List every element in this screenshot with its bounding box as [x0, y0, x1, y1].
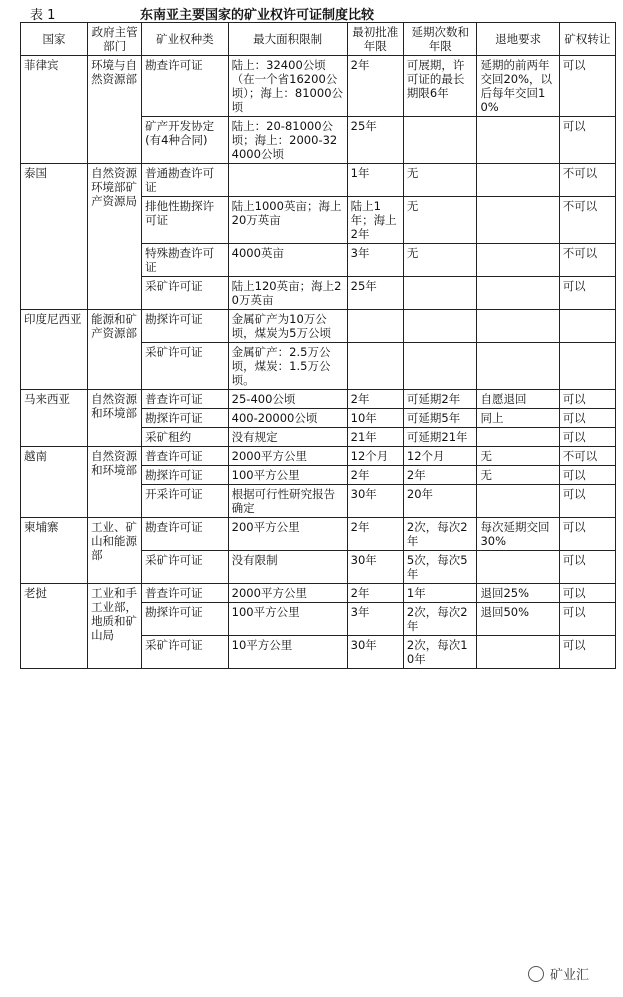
right-type-cell: 勘探许可证: [142, 409, 229, 428]
relinquishment-cell: [477, 428, 559, 447]
transfer-cell: 不可以: [559, 244, 615, 277]
initial-term-cell: 10年: [347, 409, 403, 428]
department-cell: 自然资源和环境部: [88, 390, 142, 447]
table-number: 表 1: [30, 8, 56, 23]
initial-term-cell: 30年: [347, 636, 403, 669]
relinquishment-cell: [477, 636, 559, 669]
transfer-cell: 不可以: [559, 447, 615, 466]
header-department: 政府主管部门: [88, 23, 142, 56]
max-area-cell: 根据可行性研究报告确定: [228, 485, 347, 518]
relinquishment-cell: [477, 164, 559, 197]
transfer-cell: 可以: [559, 56, 615, 117]
extension-cell: 可延期2年: [403, 390, 477, 409]
right-type-cell: 采矿许可证: [142, 636, 229, 669]
initial-term-cell: 2年: [347, 584, 403, 603]
initial-term-cell: 30年: [347, 551, 403, 584]
right-type-cell: 采矿租约: [142, 428, 229, 447]
right-type-cell: 普查许可证: [142, 447, 229, 466]
country-cell: 越南: [21, 447, 88, 518]
header-extension: 延期次数和年限: [403, 23, 477, 56]
extension-cell: 无: [403, 164, 477, 197]
max-area-cell: 陆上120英亩；海上20万英亩: [228, 277, 347, 310]
table-row: [21, 310, 616, 343]
department-cell: 工业和手工业部，地质和矿山局: [88, 584, 142, 669]
right-type-cell: 开采许可证: [142, 485, 229, 518]
initial-term-cell: 25年: [347, 277, 403, 310]
table-row: [21, 518, 616, 551]
header-initial-term: 最初批准年限: [347, 23, 403, 56]
initial-term-cell: 25年: [347, 117, 403, 164]
max-area-cell: 2000平方公里: [228, 584, 347, 603]
transfer-cell: 可以: [559, 603, 615, 636]
document-header: [0, 4, 623, 22]
transfer-cell: 可以: [559, 428, 615, 447]
relinquishment-cell: [477, 551, 559, 584]
department-cell: 能源和矿产资源部: [88, 310, 142, 390]
initial-term-cell: 陆上1年；海上2年: [347, 197, 403, 244]
watermark-text: 矿业汇: [550, 968, 590, 983]
table-row: [21, 164, 616, 197]
right-type-cell: 勘探许可证: [142, 603, 229, 636]
max-area-cell: 200平方公里: [228, 518, 347, 551]
right-type-cell: 普查许可证: [142, 584, 229, 603]
extension-cell: 无: [403, 197, 477, 244]
header-transfer: 矿权转让: [559, 23, 615, 56]
right-type-cell: 普查许可证: [142, 390, 229, 409]
header-relinquishment: 退地要求: [477, 23, 559, 56]
department-cell: 自然资源环境部矿产资源局: [88, 164, 142, 310]
table-body: [21, 56, 616, 669]
department-cell: 自然资源和环境部: [88, 447, 142, 518]
relinquishment-cell: 同上: [477, 409, 559, 428]
wechat-icon: [528, 966, 544, 982]
initial-term-cell: [347, 343, 403, 390]
extension-cell: 2年: [403, 466, 477, 485]
max-area-cell: 没有规定: [228, 428, 347, 447]
initial-term-cell: 2年: [347, 56, 403, 117]
transfer-cell: 可以: [559, 277, 615, 310]
header-max-area: 最大面积限制: [228, 23, 347, 56]
header-country: 国家: [21, 23, 88, 56]
transfer-cell: 可以: [559, 636, 615, 669]
comparison-table: [20, 22, 616, 669]
initial-term-cell: [347, 310, 403, 343]
extension-cell: 2次，每次2年: [403, 603, 477, 636]
extension-cell: 1年: [403, 584, 477, 603]
transfer-cell: 可以: [559, 117, 615, 164]
initial-term-cell: 3年: [347, 244, 403, 277]
table-row: [21, 584, 616, 603]
relinquishment-cell: 每次延期交回30%: [477, 518, 559, 551]
relinquishment-cell: [477, 197, 559, 244]
relinquishment-cell: 退回50%: [477, 603, 559, 636]
table-row: [21, 447, 616, 466]
transfer-cell: [559, 343, 615, 390]
header-right-type: 矿业权种类: [142, 23, 229, 56]
max-area-cell: 陆上1000英亩；海上20万英亩: [228, 197, 347, 244]
initial-term-cell: 21年: [347, 428, 403, 447]
relinquishment-cell: [477, 310, 559, 343]
right-type-cell: 勘探许可证: [142, 310, 229, 343]
extension-cell: [403, 343, 477, 390]
initial-term-cell: 2年: [347, 466, 403, 485]
max-area-cell: 金属矿产为10万公顷，煤炭为5万公顷: [228, 310, 347, 343]
relinquishment-cell: 退回25%: [477, 584, 559, 603]
country-cell: 印度尼西亚: [21, 310, 88, 390]
relinquishment-cell: [477, 244, 559, 277]
right-type-cell: 勘查许可证: [142, 518, 229, 551]
initial-term-cell: 1年: [347, 164, 403, 197]
extension-cell: 可展期，许可证的最长期限6年: [403, 56, 477, 117]
transfer-cell: [559, 310, 615, 343]
transfer-cell: 可以: [559, 409, 615, 428]
relinquishment-cell: [477, 485, 559, 518]
max-area-cell: 4000英亩: [228, 244, 347, 277]
max-area-cell: 10平方公里: [228, 636, 347, 669]
max-area-cell: 没有限制: [228, 551, 347, 584]
extension-cell: 可延期21年: [403, 428, 477, 447]
extension-cell: 20年: [403, 485, 477, 518]
country-cell: 柬埔寨: [21, 518, 88, 584]
max-area-cell: [228, 164, 347, 197]
relinquishment-cell: 无: [477, 447, 559, 466]
relinquishment-cell: [477, 277, 559, 310]
initial-term-cell: 30年: [347, 485, 403, 518]
transfer-cell: 可以: [559, 584, 615, 603]
right-type-cell: 采矿许可证: [142, 277, 229, 310]
initial-term-cell: 2年: [347, 518, 403, 551]
relinquishment-cell: 延期的前两年交回20%，以后每年交回10%: [477, 56, 559, 117]
relinquishment-cell: 无: [477, 466, 559, 485]
transfer-cell: 可以: [559, 485, 615, 518]
max-area-cell: 400-20000公顷: [228, 409, 347, 428]
max-area-cell: 25-400公顷: [228, 390, 347, 409]
extension-cell: 12个月: [403, 447, 477, 466]
department-cell: 环境与自然资源部: [88, 56, 142, 164]
right-type-cell: 矿产开发协定(有4种合同): [142, 117, 229, 164]
extension-cell: 无: [403, 244, 477, 277]
initial-term-cell: 2年: [347, 390, 403, 409]
right-type-cell: 特殊勘查许可证: [142, 244, 229, 277]
extension-cell: 可延期5年: [403, 409, 477, 428]
extension-cell: [403, 310, 477, 343]
right-type-cell: 普通勘查许可证: [142, 164, 229, 197]
extension-cell: 2次，每次2年: [403, 518, 477, 551]
initial-term-cell: 3年: [347, 603, 403, 636]
transfer-cell: 可以: [559, 466, 615, 485]
relinquishment-cell: 自愿退回: [477, 390, 559, 409]
max-area-cell: 2000平方公里: [228, 447, 347, 466]
max-area-cell: 陆上：32400公顷（在一个省16200公顷）；海上：81000公顷: [228, 56, 347, 117]
table-row: [21, 390, 616, 409]
right-type-cell: 勘查许可证: [142, 56, 229, 117]
header-row: [21, 23, 616, 56]
country-cell: 泰国: [21, 164, 88, 310]
extension-cell: [403, 117, 477, 164]
transfer-cell: 不可以: [559, 197, 615, 244]
max-area-cell: 陆上：20-81000公顷；海上：2000-324000公顷: [228, 117, 347, 164]
watermark: [528, 964, 589, 983]
relinquishment-cell: [477, 343, 559, 390]
extension-cell: [403, 277, 477, 310]
right-type-cell: 采矿许可证: [142, 551, 229, 584]
relinquishment-cell: [477, 117, 559, 164]
country-cell: 老挝: [21, 584, 88, 669]
department-cell: 工业、矿山和能源部: [88, 518, 142, 584]
country-cell: 马来西亚: [21, 390, 88, 447]
table-row: [21, 56, 616, 117]
right-type-cell: 采矿许可证: [142, 343, 229, 390]
table-title: 东南亚主要国家的矿业权许可证制度比较: [140, 8, 375, 23]
max-area-cell: 金属矿产：2.5万公顷，煤炭：1.5万公顷。: [228, 343, 347, 390]
country-cell: 菲律宾: [21, 56, 88, 164]
transfer-cell: 可以: [559, 390, 615, 409]
transfer-cell: 可以: [559, 551, 615, 584]
max-area-cell: 100平方公里: [228, 466, 347, 485]
right-type-cell: 勘探许可证: [142, 466, 229, 485]
max-area-cell: 100平方公里: [228, 603, 347, 636]
initial-term-cell: 12个月: [347, 447, 403, 466]
right-type-cell: 排他性勘探许可证: [142, 197, 229, 244]
transfer-cell: 可以: [559, 518, 615, 551]
transfer-cell: 不可以: [559, 164, 615, 197]
extension-cell: 2次，每次10年: [403, 636, 477, 669]
extension-cell: 5次，每次5年: [403, 551, 477, 584]
